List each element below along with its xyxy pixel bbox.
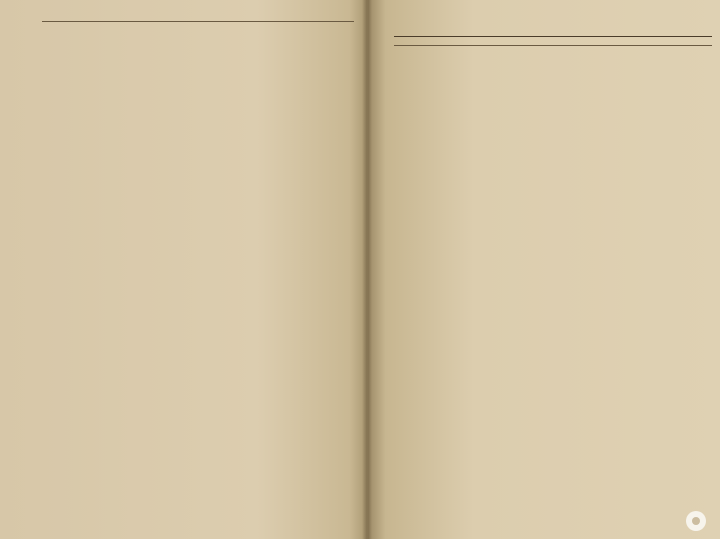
divider <box>42 21 354 22</box>
avito-watermark <box>686 511 710 531</box>
book-gutter <box>362 0 372 539</box>
running-head-rule <box>394 36 712 37</box>
right-page <box>368 0 720 539</box>
divider <box>394 45 712 46</box>
avito-logo-icon <box>686 511 706 531</box>
